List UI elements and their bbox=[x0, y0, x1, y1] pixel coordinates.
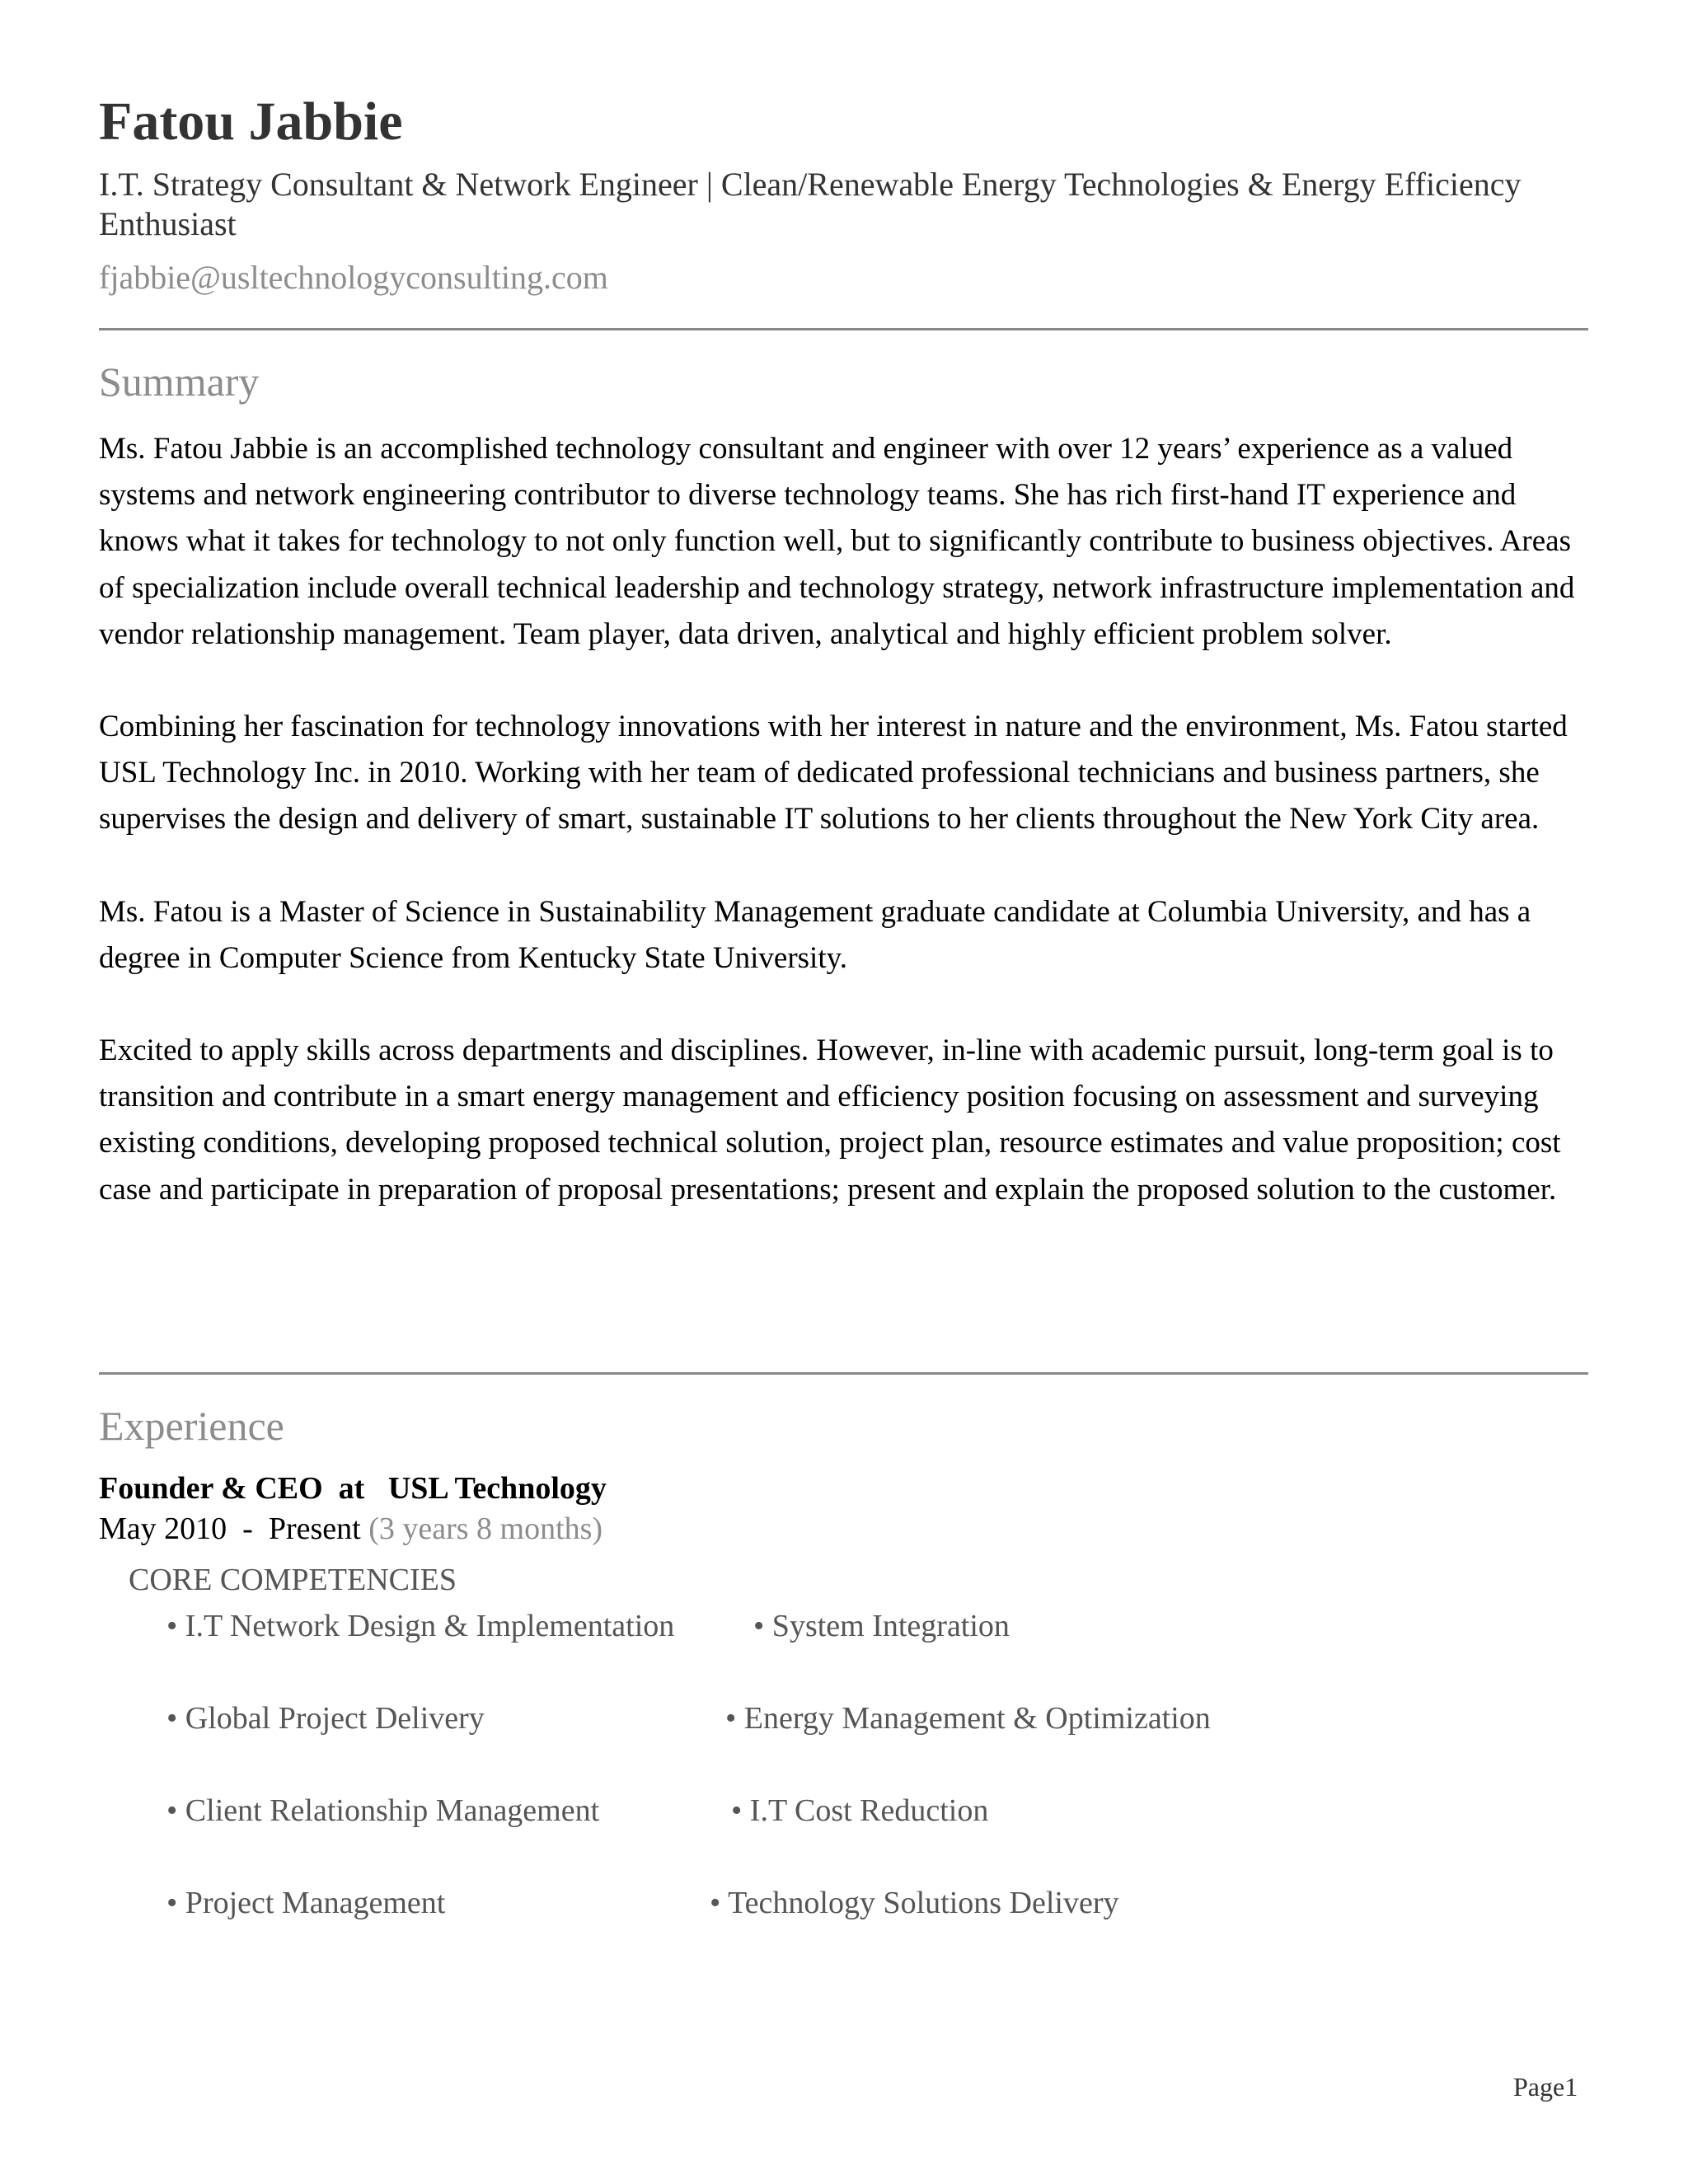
date-separator: - bbox=[242, 1511, 253, 1546]
candidate-name: Fatou Jabbie bbox=[99, 91, 403, 152]
competency-item: • Project Management bbox=[166, 1886, 446, 1920]
job-role: Founder & CEO bbox=[99, 1471, 323, 1506]
experience-heading: Experience bbox=[99, 1403, 284, 1449]
job-start: May 2010 bbox=[99, 1511, 227, 1546]
competency-item: • System Integration bbox=[753, 1609, 1010, 1643]
summary-body bbox=[99, 426, 1588, 1259]
competency-item: • I.T Cost Reduction bbox=[731, 1793, 989, 1828]
job-company: USL Technology bbox=[387, 1471, 607, 1506]
summary-paragraph: Excited to apply skills across departments and disciplines. However, in-line with academic pursuit, long-term goal is to transition and contribute in a smart energy management and efficiency position focusing on assessment and surveying existing conditions, developing proposed technical solution, project plan, resource estimates and value proposition; cost case and participate in preparation of proposal presentations; present and explain the proposed solution to the customer. bbox=[99, 1033, 1561, 1207]
competency-item: • Technology Solutions Delivery bbox=[710, 1886, 1119, 1920]
summary-paragraph: Ms. Fatou is a Master of Science in Sustainability Management graduate candidate at Columbia University, and has a degree in Computer Science from Kentucky State University. bbox=[99, 894, 1531, 975]
competency-item: • Client Relationship Management bbox=[166, 1793, 600, 1828]
headline: I.T. Strategy Consultant & Network Engineer | Clean/Renewable Energy Technologies & Energy Efficiency Enthusiast bbox=[99, 166, 1522, 242]
job-title bbox=[99, 1469, 607, 1507]
competency-item: • I.T Network Design & Implementation bbox=[166, 1609, 675, 1643]
section-divider bbox=[99, 328, 1588, 330]
email-link[interactable]: fjabbie@usltechnologyconsulting.com bbox=[99, 259, 608, 296]
competency-item: • Energy Management & Optimization bbox=[725, 1701, 1211, 1736]
page-number: Page1 bbox=[1513, 2072, 1578, 2102]
job-at: at bbox=[338, 1471, 365, 1506]
core-competencies-heading: CORE COMPETENCIES bbox=[129, 1563, 457, 1597]
summary-heading: Summary bbox=[99, 359, 260, 405]
competency-item: • Global Project Delivery bbox=[166, 1701, 485, 1736]
section-divider bbox=[99, 1372, 1588, 1375]
job-duration: (3 years 8 months) bbox=[368, 1511, 603, 1546]
summary-paragraph: Ms. Fatou Jabbie is an accomplished technology consultant and engineer with over 12 years’ experience as a valued systems and network engineering contributor to diverse technology teams. She has rich first-hand IT experience and knows what it takes for technology to not only function well, but to significantly contribute to business objectives. Areas of specialization include overall technical leadership and technology strategy, network infrastructure implementation and vendor relationship management. Team player, data driven, analytical and highly efficient problem solver. bbox=[99, 432, 1575, 651]
job-end: Present bbox=[268, 1511, 361, 1546]
job-dates bbox=[99, 1510, 603, 1548]
summary-paragraph: Combining her fascination for technology innovations with her interest in nature and the environment, Ms. Fatou started USL Technology Inc. in 2010. Working with her team of dedicated professional technicians and business partners, she supervises the design and delivery of smart, sustainable IT solutions to her clients throughout the New York City area. bbox=[99, 710, 1568, 837]
